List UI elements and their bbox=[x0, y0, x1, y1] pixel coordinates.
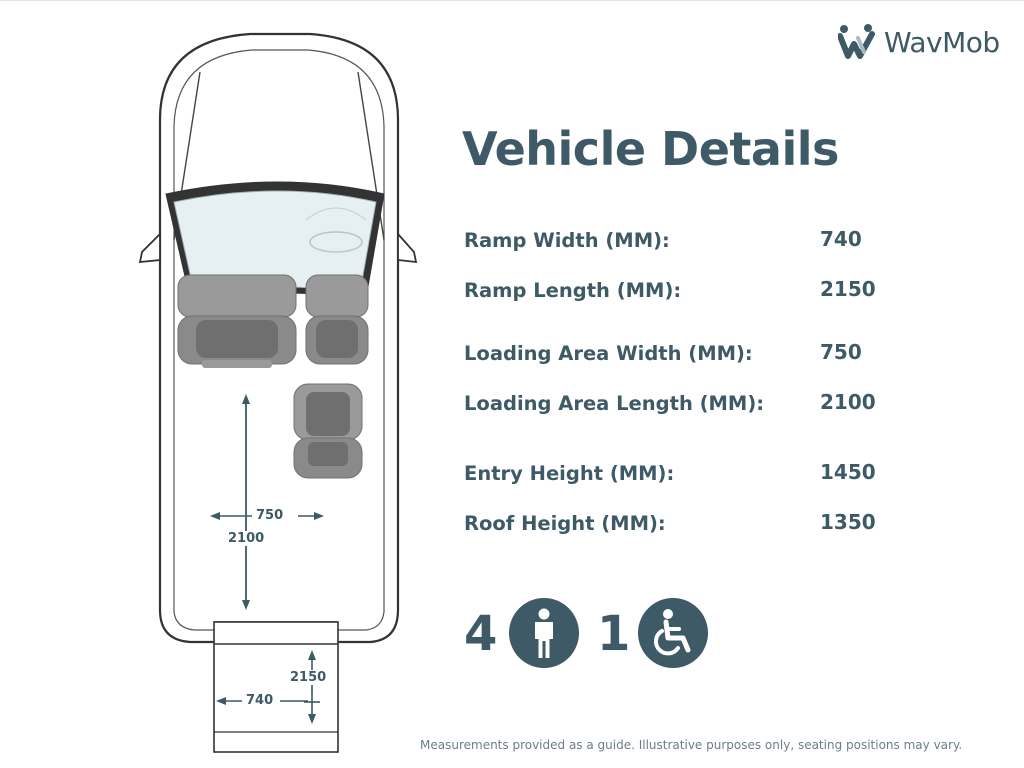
detail-label: Entry Height (MM): bbox=[464, 462, 675, 485]
seated-count: 4 bbox=[464, 606, 498, 662]
person-icon bbox=[509, 598, 579, 668]
loading-width-label: 750 bbox=[256, 508, 284, 523]
wavmob-logo-icon bbox=[838, 22, 882, 62]
detail-label: Ramp Width (MM): bbox=[464, 229, 670, 252]
detail-entry-height bbox=[464, 462, 904, 492]
person-badge bbox=[509, 598, 579, 668]
detail-ramp-width bbox=[464, 229, 904, 259]
detail-label: Roof Height (MM): bbox=[464, 512, 666, 535]
vehicle-diagram bbox=[130, 20, 430, 760]
detail-label: Loading Area Width (MM): bbox=[464, 342, 753, 365]
detail-label: Loading Area Length (MM): bbox=[464, 392, 765, 415]
detail-ramp-length bbox=[464, 279, 904, 309]
page-title: Vehicle Details bbox=[462, 122, 839, 176]
disclaimer-footnote: Measurements provided as a guide. Illustrative purposes only, seating positions may vary. bbox=[420, 738, 963, 752]
detail-value: 1350 bbox=[820, 510, 876, 534]
top-divider bbox=[0, 0, 1024, 1]
detail-value: 740 bbox=[820, 227, 862, 251]
detail-loading-area-width bbox=[464, 342, 904, 372]
detail-value: 1450 bbox=[820, 460, 876, 484]
front-seat-left bbox=[178, 275, 296, 368]
ramp-width-label: 740 bbox=[246, 693, 274, 708]
detail-value: 2150 bbox=[820, 277, 876, 301]
detail-label: Ramp Length (MM): bbox=[464, 279, 682, 302]
loading-length-label: 2100 bbox=[228, 531, 265, 546]
detail-roof-height bbox=[464, 512, 904, 542]
detail-value: 2100 bbox=[820, 390, 876, 414]
detail-loading-area-length bbox=[464, 392, 904, 422]
middle-seat bbox=[294, 384, 362, 478]
brand-name: WavMob bbox=[884, 26, 1000, 59]
detail-value: 750 bbox=[820, 340, 862, 364]
wheelchair-count: 1 bbox=[597, 606, 631, 662]
brand-logo[interactable] bbox=[838, 22, 1014, 62]
wheelchair-icon bbox=[638, 598, 708, 668]
vehicle-outline bbox=[130, 20, 430, 760]
wheelchair-badge bbox=[638, 598, 708, 668]
ramp-length-label: 2150 bbox=[290, 670, 327, 685]
front-seat-right bbox=[306, 275, 368, 364]
